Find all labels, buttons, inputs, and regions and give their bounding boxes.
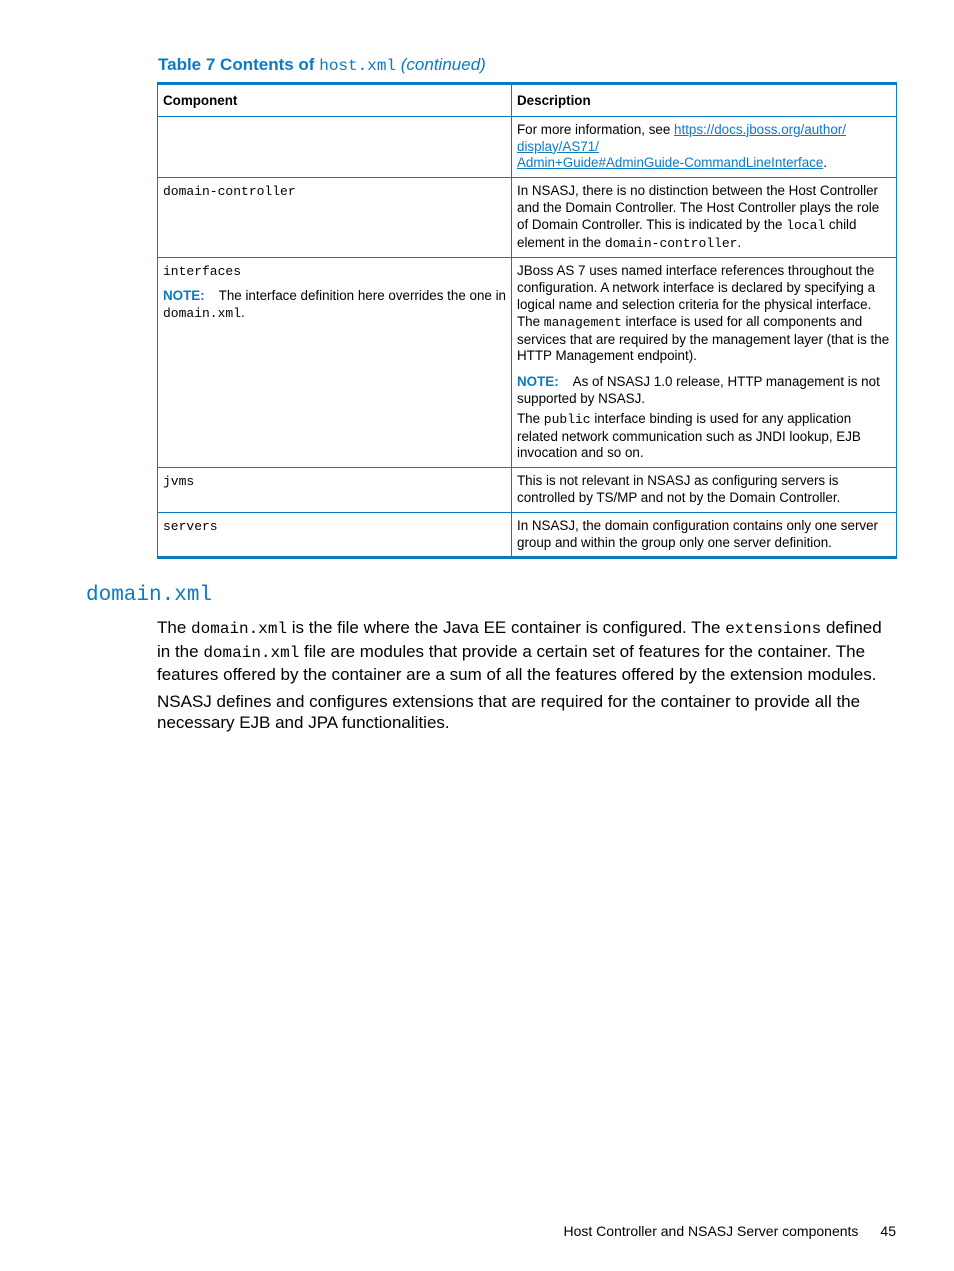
footer-title: Host Controller and NSASJ Server components [563, 1223, 859, 1239]
component-cell [158, 178, 512, 258]
page-footer [564, 1223, 897, 1239]
table-row [158, 258, 897, 468]
description-cell: In NSASJ, there is no distinction between the Host Controller and the Domain Controller. The Host Controller plays the role of Domain Controller. This is indicated by the local child element in the domain-controller. [512, 178, 897, 258]
caption-label: Table 7 Contents of [158, 55, 315, 74]
component-cell [158, 512, 512, 558]
header-component: Component [158, 84, 512, 117]
component-cell [158, 116, 512, 177]
note-label: NOTE: [163, 288, 205, 304]
command-line-interface-link[interactable]: https://docs.jboss.org/author/ display/AS71/ Admin+Guide#AdminGuide-CommandLineInterface [517, 121, 846, 171]
table-row [158, 116, 897, 177]
section-title: domain.xml [86, 584, 213, 607]
component-name: servers [163, 518, 218, 534]
table-row [158, 512, 897, 558]
description-cell: In NSASJ, the domain configuration contains only one server group and within the group only one server definition. [512, 512, 897, 558]
component-cell [158, 468, 512, 513]
host-xml-table [157, 82, 897, 559]
page-number: 45 [880, 1223, 896, 1239]
table-row [158, 178, 897, 258]
component-name: domain-controller [163, 184, 296, 200]
description-cell: For more information, see https://docs.jboss.org/author/ display/AS71/ Admin+Guide#AdminGuide-CommandLineInterface. [512, 116, 897, 177]
table-header-row [158, 84, 897, 117]
caption-code: host.xml [319, 57, 397, 75]
note-label: NOTE: [517, 374, 559, 390]
description-cell: JBoss AS 7 uses named interface references throughout the configuration. A network interface is declared by specifying a logical name and selection criteria for the physical interface. The management interface is used for all components and services that are required by the management layer (that is the HTTP Management endpoint). NOTE: As of NSASJ 1.0 release, HTTP management is not supported by NSASJ. The public interface binding is used for any application related network communication such as JNDI lookup, EJB invocation and so on. [512, 258, 897, 468]
component-name: jvms [163, 474, 195, 490]
caption-suffix: (continued) [400, 55, 486, 74]
paragraph: The domain.xml is the file where the Java EE container is configured. The extensions defined in the domain.xml file are modules that provide a certain set of features for the container. The features offered by the container are a sum of all the features offered by the extension modules. [157, 618, 882, 684]
description-cell: This is not relevant in NSASJ as configuring servers is controlled by TS/MP and not by the Domain Controller. [512, 468, 897, 513]
note: NOTE: The interface definition here overrides the one in domain.xml. [163, 288, 506, 321]
table-row [158, 468, 897, 513]
table-caption [158, 55, 486, 75]
header-description: Description [512, 84, 897, 117]
component-cell [158, 258, 512, 468]
paragraph: NSASJ defines and configures extensions that are required for the container to provide all the necessary EJB and JPA functionalities. [157, 691, 861, 732]
note: NOTE: As of NSASJ 1.0 release, HTTP management is not supported by NSASJ. [517, 374, 880, 406]
component-name: interfaces [163, 264, 242, 280]
section-body [157, 617, 899, 739]
